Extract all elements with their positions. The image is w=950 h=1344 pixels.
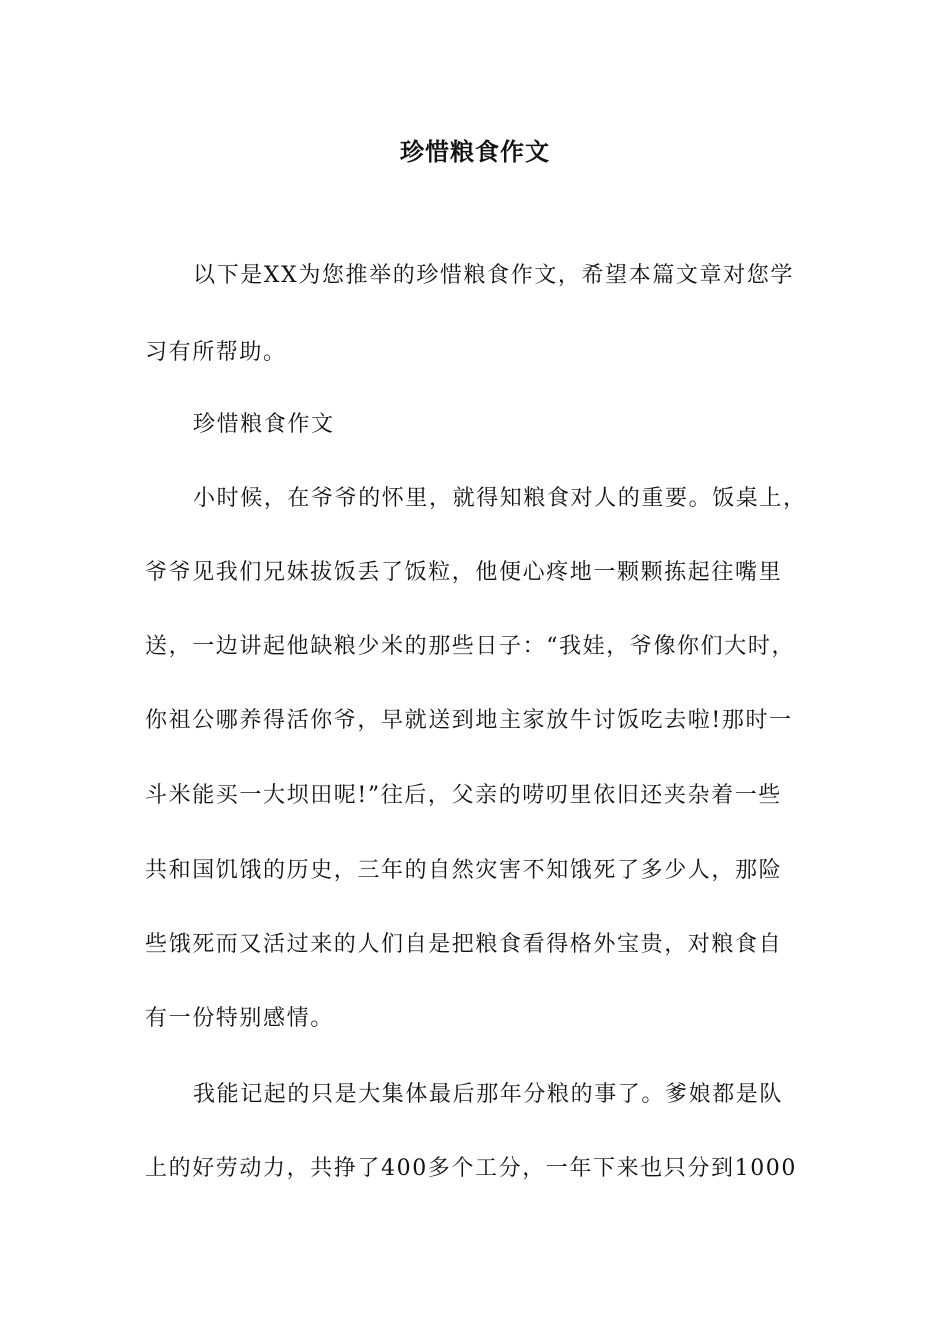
- text-line: 斗米能买一大坝田呢!”往后，父亲的唠叨里依旧还夹杂着一些: [145, 783, 782, 808]
- text-line: 你祖公哪养得活你爷，早就送到地主家放牛讨饭吃去啦!那时一: [145, 708, 793, 733]
- section-heading: 珍惜粮食作文: [193, 412, 335, 437]
- text-line: 上的好劳动力，共挣了400多个工分，一年下来也只分到1000: [145, 1156, 797, 1181]
- text-line: 爷爷见我们兄妹拔饭丢了饭粒，他便心疼地一颗颗拣起往嘴里: [145, 560, 783, 585]
- text-line: 我能记起的只是大集体最后那年分粮的事了。爹娘都是队: [193, 1082, 784, 1107]
- text-line: 小时候，在爷爷的怀里，就得知粮食对人的重要。饭桌上，: [193, 486, 807, 511]
- text-line: 些饿死而又活过来的人们自是把粮食看得格外宝贵，对粮食自: [145, 932, 783, 957]
- text-line: 送，一边讲起他缺粮少米的那些日子：“我娃，爷像你们大时，: [145, 634, 796, 659]
- text-line: 习有所帮助。: [145, 340, 287, 365]
- text-line: 共和国饥饿的历史，三年的自然灾害不知饿死了多少人，那险: [145, 858, 783, 883]
- document-title: 珍惜粮食作文: [400, 137, 550, 166]
- text-line: 有一份特别感情。: [145, 1006, 334, 1031]
- text-line: 以下是XX为您推举的珍惜粮食作文，希望本篇文章对您学: [193, 263, 794, 288]
